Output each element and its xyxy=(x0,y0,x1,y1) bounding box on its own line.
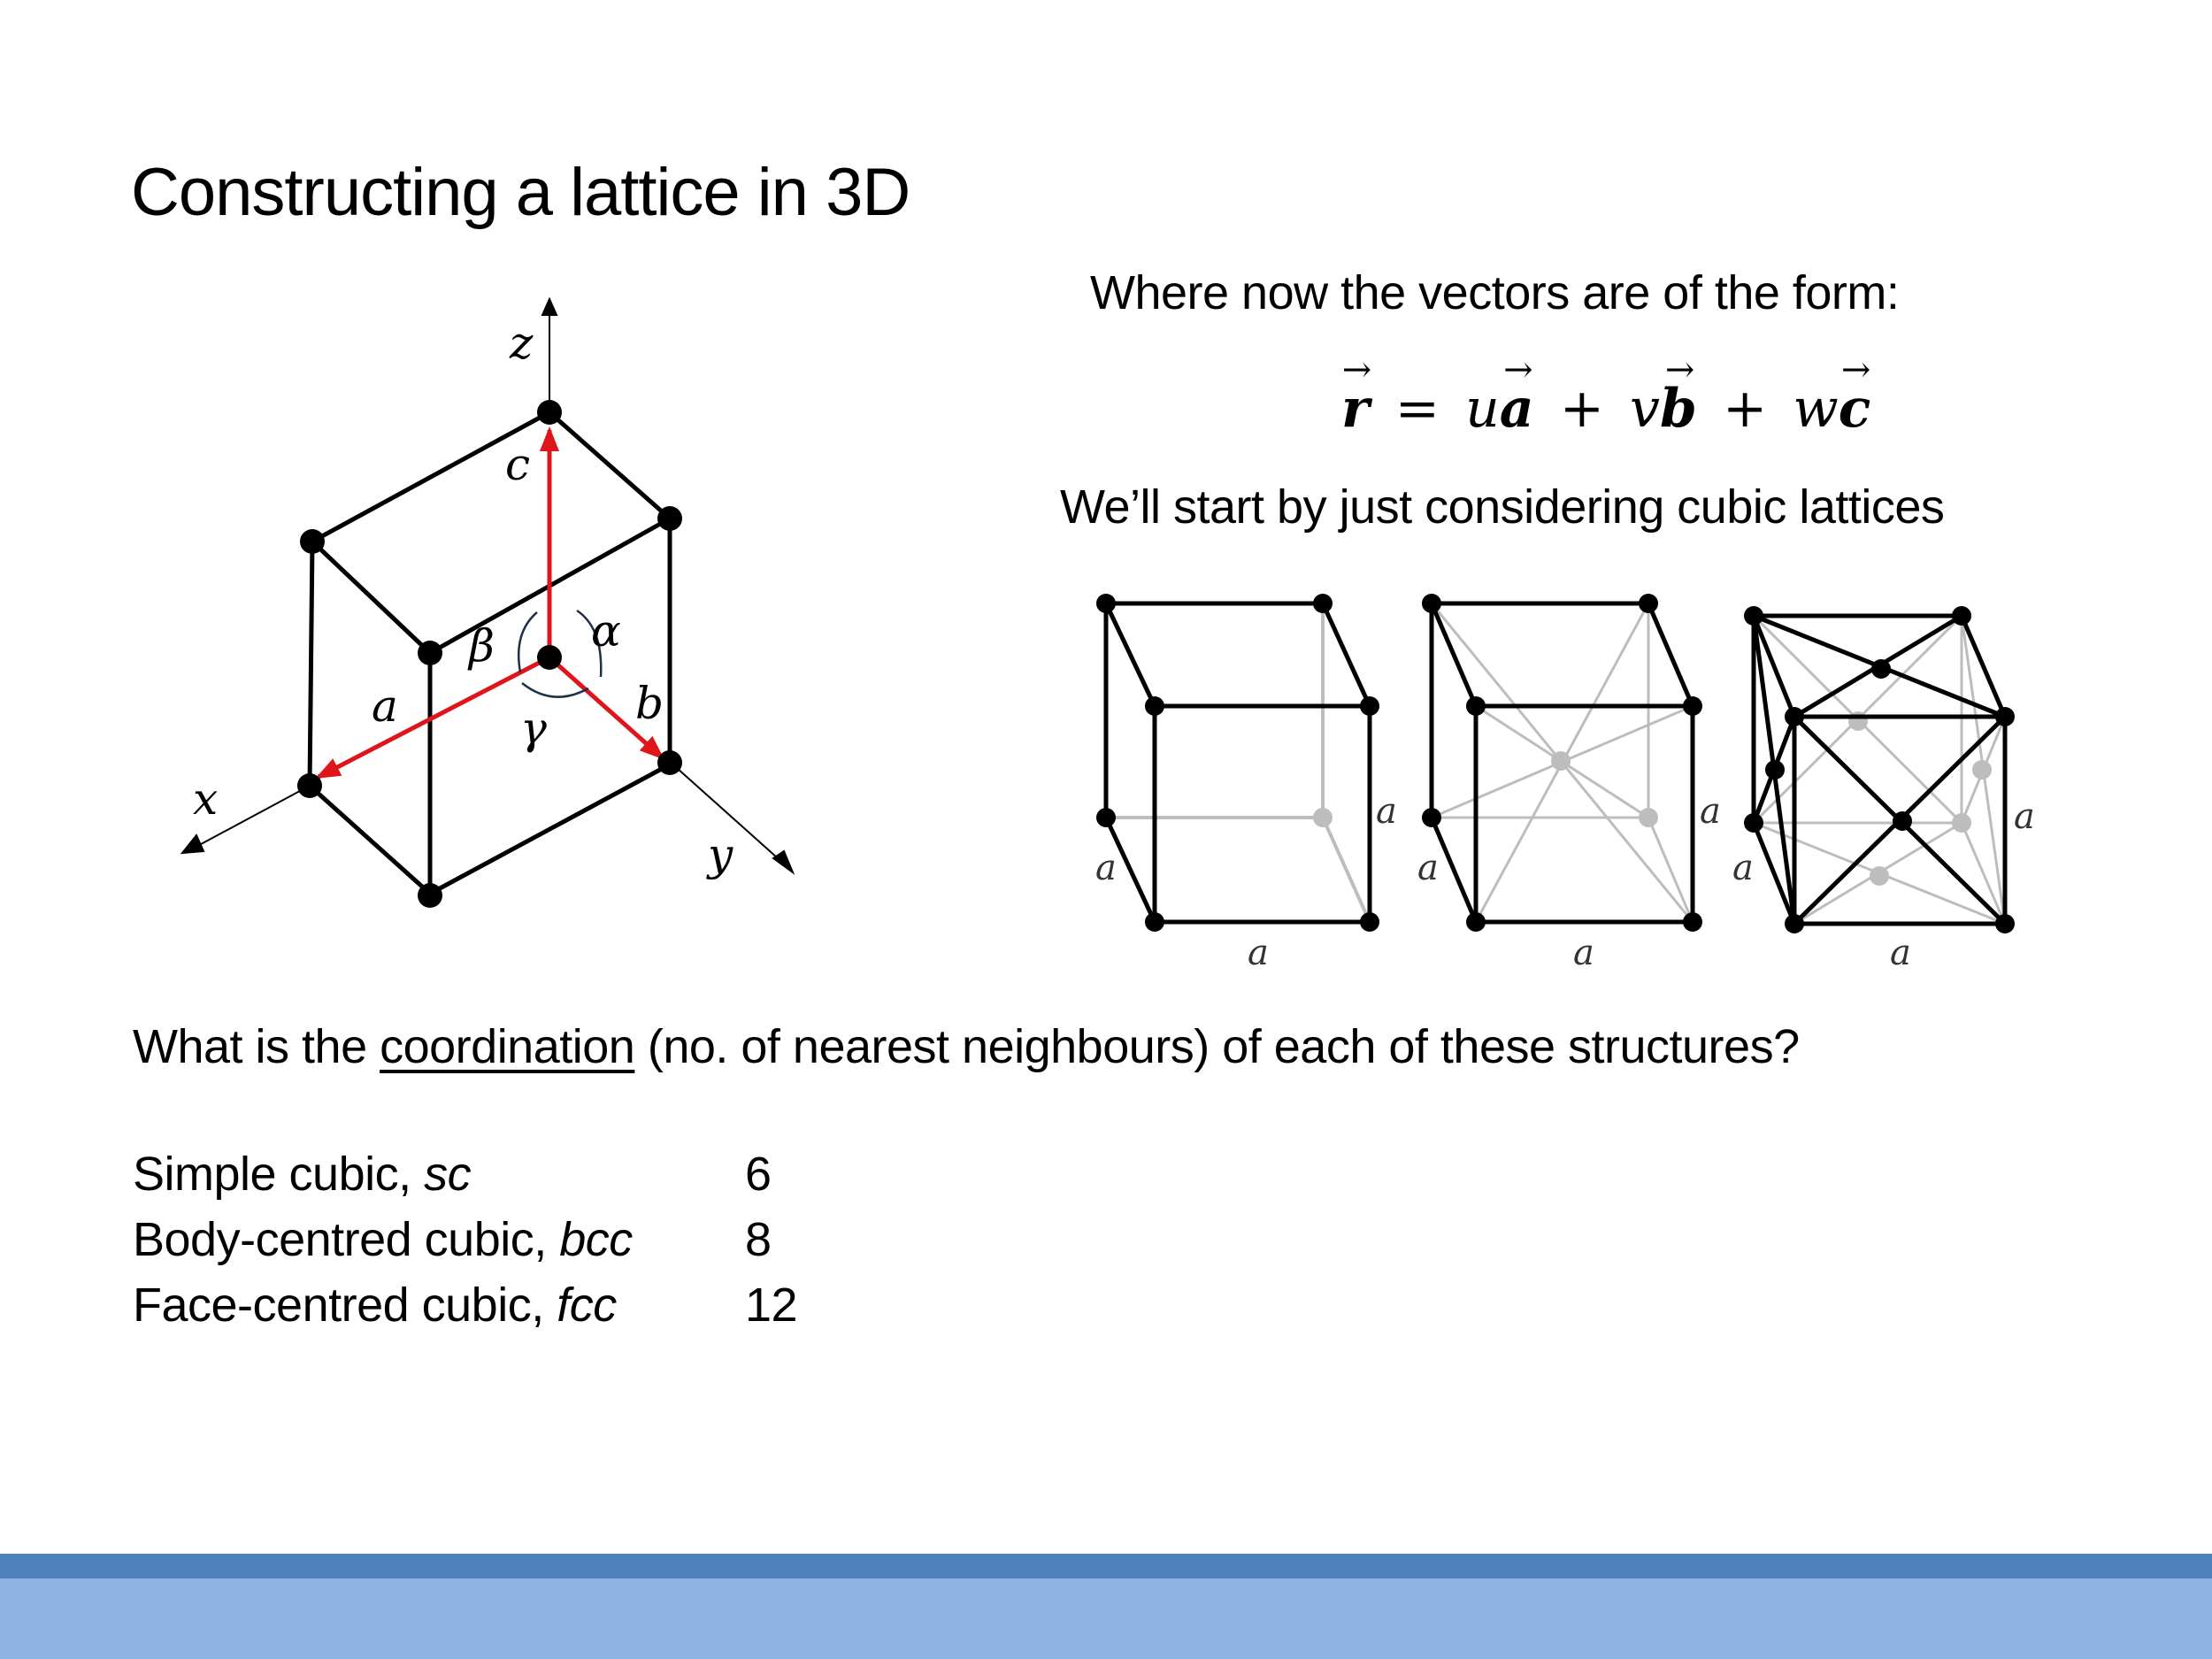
cubic-lattices-figure xyxy=(1079,584,2053,973)
plus-sign: + xyxy=(1559,378,1604,440)
angle-label-gamma: γ xyxy=(520,703,547,754)
axis-label-x: x xyxy=(193,773,219,825)
unit-cell-diagram xyxy=(0,0,885,973)
vector-label-c: c xyxy=(505,439,531,490)
coordination-table xyxy=(133,1141,797,1338)
vector-c: → c xyxy=(1839,382,1871,435)
sc-edge-label: a xyxy=(1095,848,1117,888)
sc-edge-label: a xyxy=(1376,791,1397,832)
vector-b: → b xyxy=(1660,382,1697,435)
structure-abbr: bcc xyxy=(559,1213,633,1266)
bcc-lattice xyxy=(1417,594,1721,973)
bcc-edge-label: a xyxy=(1573,933,1594,973)
structure-label: Simple cubic, xyxy=(133,1148,425,1201)
vector-label-a: a xyxy=(372,680,398,732)
sc-edge-label: a xyxy=(1248,933,1269,973)
fcc-edge-label: a xyxy=(2014,796,2035,837)
question-suffix: (no. of nearest neighbours) of each of these structures? xyxy=(634,1020,1800,1073)
diagram-labels xyxy=(193,318,733,880)
footer-band xyxy=(0,1578,2212,1659)
vector-a: → a xyxy=(1500,382,1534,435)
bcc-edge-label: a xyxy=(1417,848,1439,888)
structure-name xyxy=(133,1207,745,1272)
plus-sign: + xyxy=(1722,378,1768,440)
lattice-vectors xyxy=(319,430,662,777)
bcc-edge-label: a xyxy=(1700,791,1721,832)
fcc-edge-label: a xyxy=(1890,933,1911,973)
coordination-number: 12 xyxy=(745,1279,798,1332)
axis-label-y: y xyxy=(708,829,733,880)
axis-lines xyxy=(182,299,793,872)
structure-abbr: sc xyxy=(424,1148,472,1201)
coordination-number: 6 xyxy=(745,1148,772,1201)
structure-label: Face-centred cubic, xyxy=(133,1279,557,1332)
lattice-vector-equation xyxy=(1341,378,1871,440)
coef-w: w xyxy=(1793,378,1839,440)
fcc-edge-label: a xyxy=(1732,848,1754,888)
table-row xyxy=(133,1141,797,1207)
angle-label-beta: β xyxy=(469,620,495,672)
coordination-number: 8 xyxy=(745,1213,772,1266)
axis-label-z: z xyxy=(510,318,534,369)
coordination-question xyxy=(133,1020,1800,1073)
structure-name xyxy=(133,1272,745,1338)
coef-u: u xyxy=(1465,378,1500,440)
footer-stripe xyxy=(0,1554,2212,1578)
vector-label-b: b xyxy=(635,678,664,729)
coef-v: v xyxy=(1630,378,1660,440)
question-prefix: What is the xyxy=(133,1020,380,1073)
vector-form-intro: Where now the vectors are of the form: xyxy=(1090,266,1900,319)
slide-title: Constructing a lattice in 3D xyxy=(131,155,910,230)
table-row xyxy=(133,1272,797,1338)
structure-label: Body-centred cubic, xyxy=(133,1213,560,1266)
angle-label-alpha: α xyxy=(591,605,621,657)
vector-r: → r xyxy=(1341,382,1370,435)
cubic-lattices-note: We’ll start by just considering cubic lattices xyxy=(1060,480,1945,534)
structure-name xyxy=(133,1141,745,1207)
table-row xyxy=(133,1207,797,1272)
sc-lattice xyxy=(1095,594,1397,973)
structure-abbr: fcc xyxy=(557,1279,617,1332)
coordination-term: coordination xyxy=(380,1020,635,1073)
equals-sign: = xyxy=(1394,378,1440,440)
fcc-lattice xyxy=(1732,606,2035,973)
